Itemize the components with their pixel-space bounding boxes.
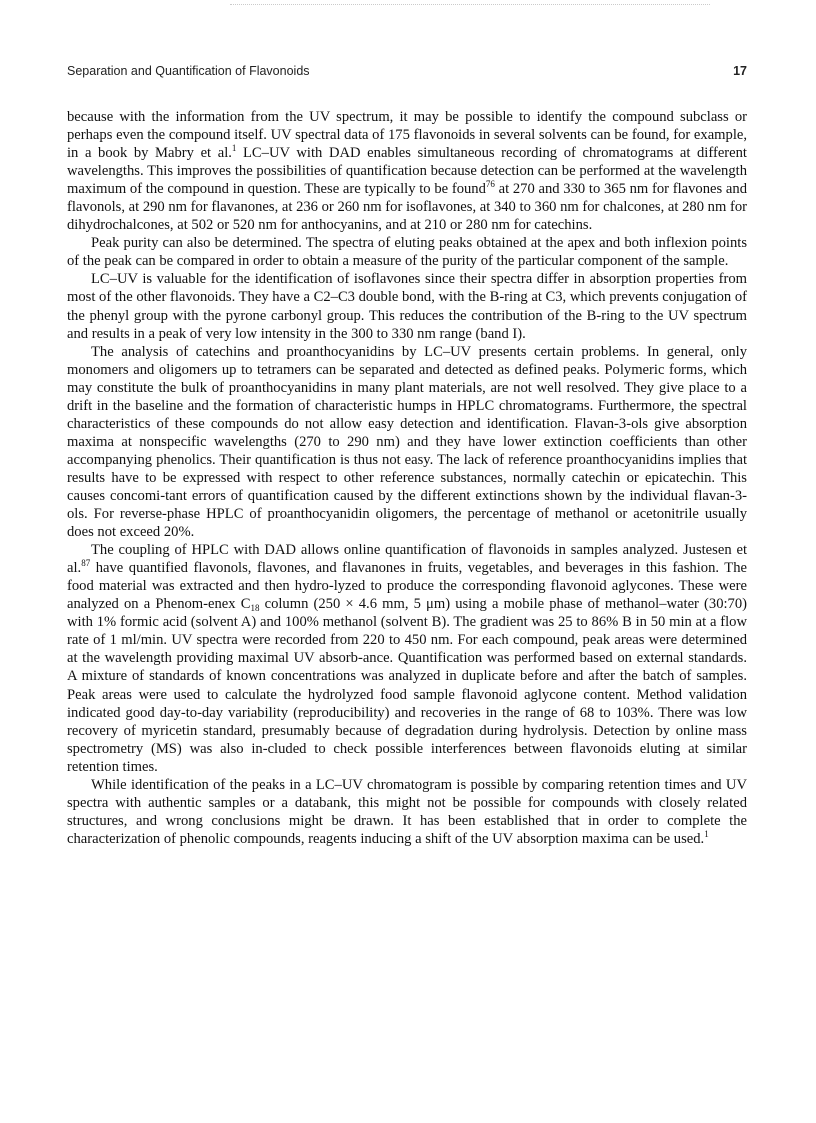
reference-superscript: 87 (81, 558, 91, 569)
paragraph (67, 270, 747, 342)
subscript: 18 (250, 603, 260, 614)
text-run: at 270 and 330 to 365 nm for flavones and flavonols, at 290 nm for flavanones, at 236 or 260 nm for isoflavones, at 340 to 360 nm for chalcones, at 280 nm for dihydrochalcones, at 502 or 520 nm for anthocyanins, and at 210 or 280 nm for catechins. (67, 181, 747, 234)
reference-superscript: 1 (231, 143, 237, 154)
text-run: because with the information from the UV spectrum, it may be possible to identify the compound subclass or perhaps even the compound itself. UV spectral data of 175 flavonoids in several solvents can be found, for example, in a book by Mabry et al. (67, 109, 747, 162)
paragraph (67, 776, 747, 848)
text-run: The analysis of catechins and proanthocyanidins by LC–UV presents certain problems. In general, only monomers and oligomers up to tetramers can be separated and detected as defined peaks. Polymeric forms, which may constitute the bulk of proanthocyanidins in many plant materials, are not well resolved. They give place to a drift in the baseline and the formation of characteristic humps in HPLC chromatograms. Furthermore, the spectral characteristics of these compounds do not allow easy detection and identification. Flavan-3-ols give absorption maxima at nonspecific wavelengths (270 to 290 nm) and they have lower extinction coefficients than other accompanying phenolics. Their quantification is thus not easy. The lack of reference proanthocyanidins implies that results have to be expressed with respect to other reference substances, normally catechin or epicatechin. This causes concomi-tant errors of quantification caused by the different extinctions shown by the individual flavan-3-ols. For reverse-phase HPLC of proanthocyanidin oligomers, the percentage of methanol or acetonitrile usually does not exceed 20%. (67, 343, 747, 541)
reference-superscript: 76 (485, 179, 495, 190)
reference-superscript: 1 (704, 828, 709, 839)
text-run: Peak purity can also be determined. The spectra of eluting peaks obtained at the apex and both inflexion points of the peak can be compared in order to obtain a measure of the purity of the particular component of the sample. (67, 235, 747, 270)
running-title: Separation and Quantification of Flavonoids (67, 64, 310, 78)
body-text (67, 108, 747, 848)
text-run: column (250 × 4.6 mm, 5 μm) using a mobile phase of methanol–water (30:70) with 1% formic acid (solvent A) and 100% methanol (solvent B). The gradient was 25 to 86% B in 50 min at a flow rate of 1 ml/min. UV spectra were recorded from 220 to 450 nm. For each compound, peak areas were determined at the wavelength providing maximal UV absorb-ance. Quantification was performed based on external standards. A mixture of standards of known concentrations was analyzed in duplicate before and after the batch of samples. Peak areas were used to calculate the hydrolyzed food sample flavonoid aglycone content. Method validation indicated good day-to-day variability (reproducibility) and recoveries in the range of 68 to 103%. There was low recovery of myricetin standard, presumably because of degradation during hydrolysis. Detection by online mass spectrometry (MS) was also in-cluded to check possible interferences between flavonoids eluting at similar retention times. (67, 596, 747, 775)
page-number: 17 (733, 64, 747, 78)
paragraph (67, 108, 747, 234)
text-run: The coupling of HPLC with DAD allows online quantification of flavonoids in samples analyzed. Justesen et al. (67, 542, 747, 577)
text-run: have quantified flavonols, flavones, and flavanones in fruits, vegetables, and beverages in this fashion. The food material was extracted and then hydro-lyzed to produce the corresponding flavonoid aglycones. These were analyzed on a Phenom-enex C (67, 560, 747, 613)
text-run: LC–UV with DAD enables simultaneous recording of chromatograms at different wavelengths. This improves the possibilities of quantification because detection can be performed at the wavelength maximum of the compound in question. These are typically to be found (67, 145, 747, 198)
paragraph (67, 541, 747, 776)
text-run: While identification of the peaks in a LC–UV chromatogram is possible by comparing retention times and UV spectra with authentic samples or a databank, this might not be possible for compounds with closely related structures, and wrong conclusions might be drawn. It has been established that in order to complete the characterization of phenolic compounds, reagents inducing a shift of the UV absorption maxima can be used. (67, 776, 747, 847)
top-edge-artifact (230, 0, 710, 5)
text-run: LC–UV is valuable for the identification of isoflavones since their spectra differ in absorption properties from most of the other flavonoids. They have a C2–C3 double bond, with the B-ring at C3, which prevents conjugation of the phenyl group with the pyrone carbonyl group. This reduces the contribution of the B-ring to the UV spectrum and results in a peak of very low intensity in the 300 to 330 nm range (band I). (67, 271, 747, 342)
paragraph (67, 343, 747, 542)
paragraph (67, 234, 747, 270)
